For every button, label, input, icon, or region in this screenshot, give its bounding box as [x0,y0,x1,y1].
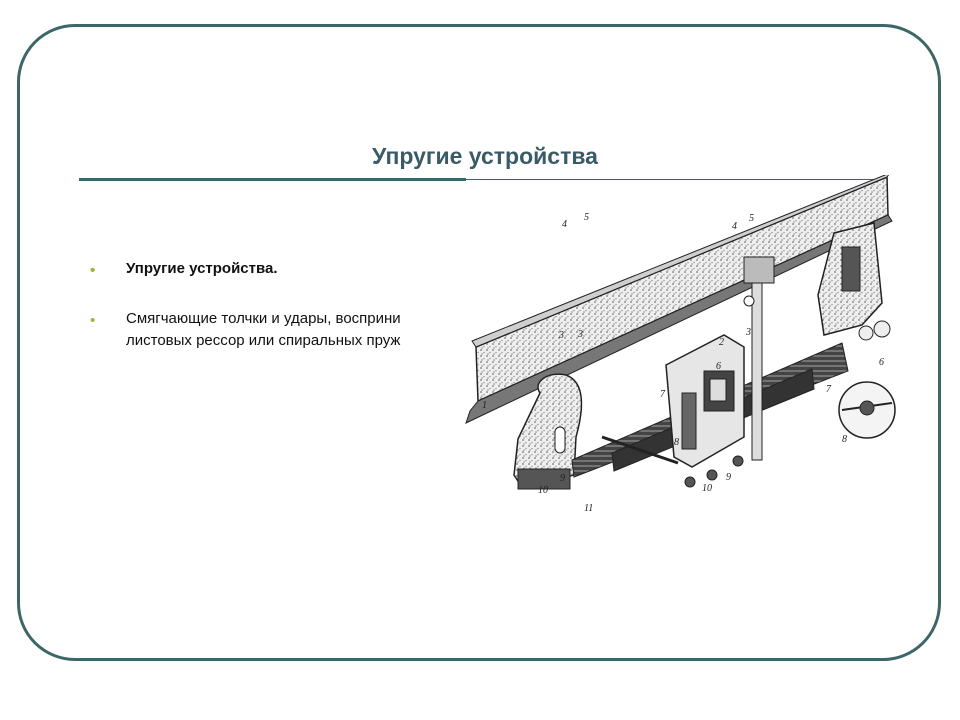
spring-suspension-illustration [462,175,898,520]
title-underline-thick [79,178,466,181]
bullet-list [90,258,480,352]
callout-label: 8 [842,434,847,445]
callout-label: 4 [732,221,737,232]
bullet-text-line: листовых рессор или спиральных пруж [126,332,401,349]
callout-label: 9 [560,473,565,484]
callout-label: 5 [749,213,754,224]
callout-label: 3 [578,329,583,340]
callout-label: 4 [562,219,567,230]
bullet-dot-icon: • [90,262,96,279]
slide-title: Упругие устройства [372,143,598,169]
callout-label: 10 [538,485,548,496]
callout-label: 3 [559,330,564,341]
callout-label: 7 [826,384,831,395]
callout-label: 1 [482,400,487,411]
callout-label: 10 [702,483,712,494]
callout-label: 6 [879,357,884,368]
callout-label: 11 [584,503,594,514]
callout-label: 7 [660,389,665,400]
bullet-dot-icon: • [90,312,96,329]
callout-label: 3 [746,327,751,338]
bullet-item [90,308,480,352]
bullet-item [90,258,480,280]
callout-label: 2 [719,337,724,348]
bullet-text-line: Смягчающие толчки и удары, восприни [126,310,401,327]
detail-circle [839,382,895,438]
bullet-text: Упругие устройства. [126,260,278,277]
callout-label: 8 [674,437,679,448]
callout-label: 6 [716,361,721,372]
callout-label: 9 [726,472,731,483]
callout-label: 5 [584,212,589,223]
